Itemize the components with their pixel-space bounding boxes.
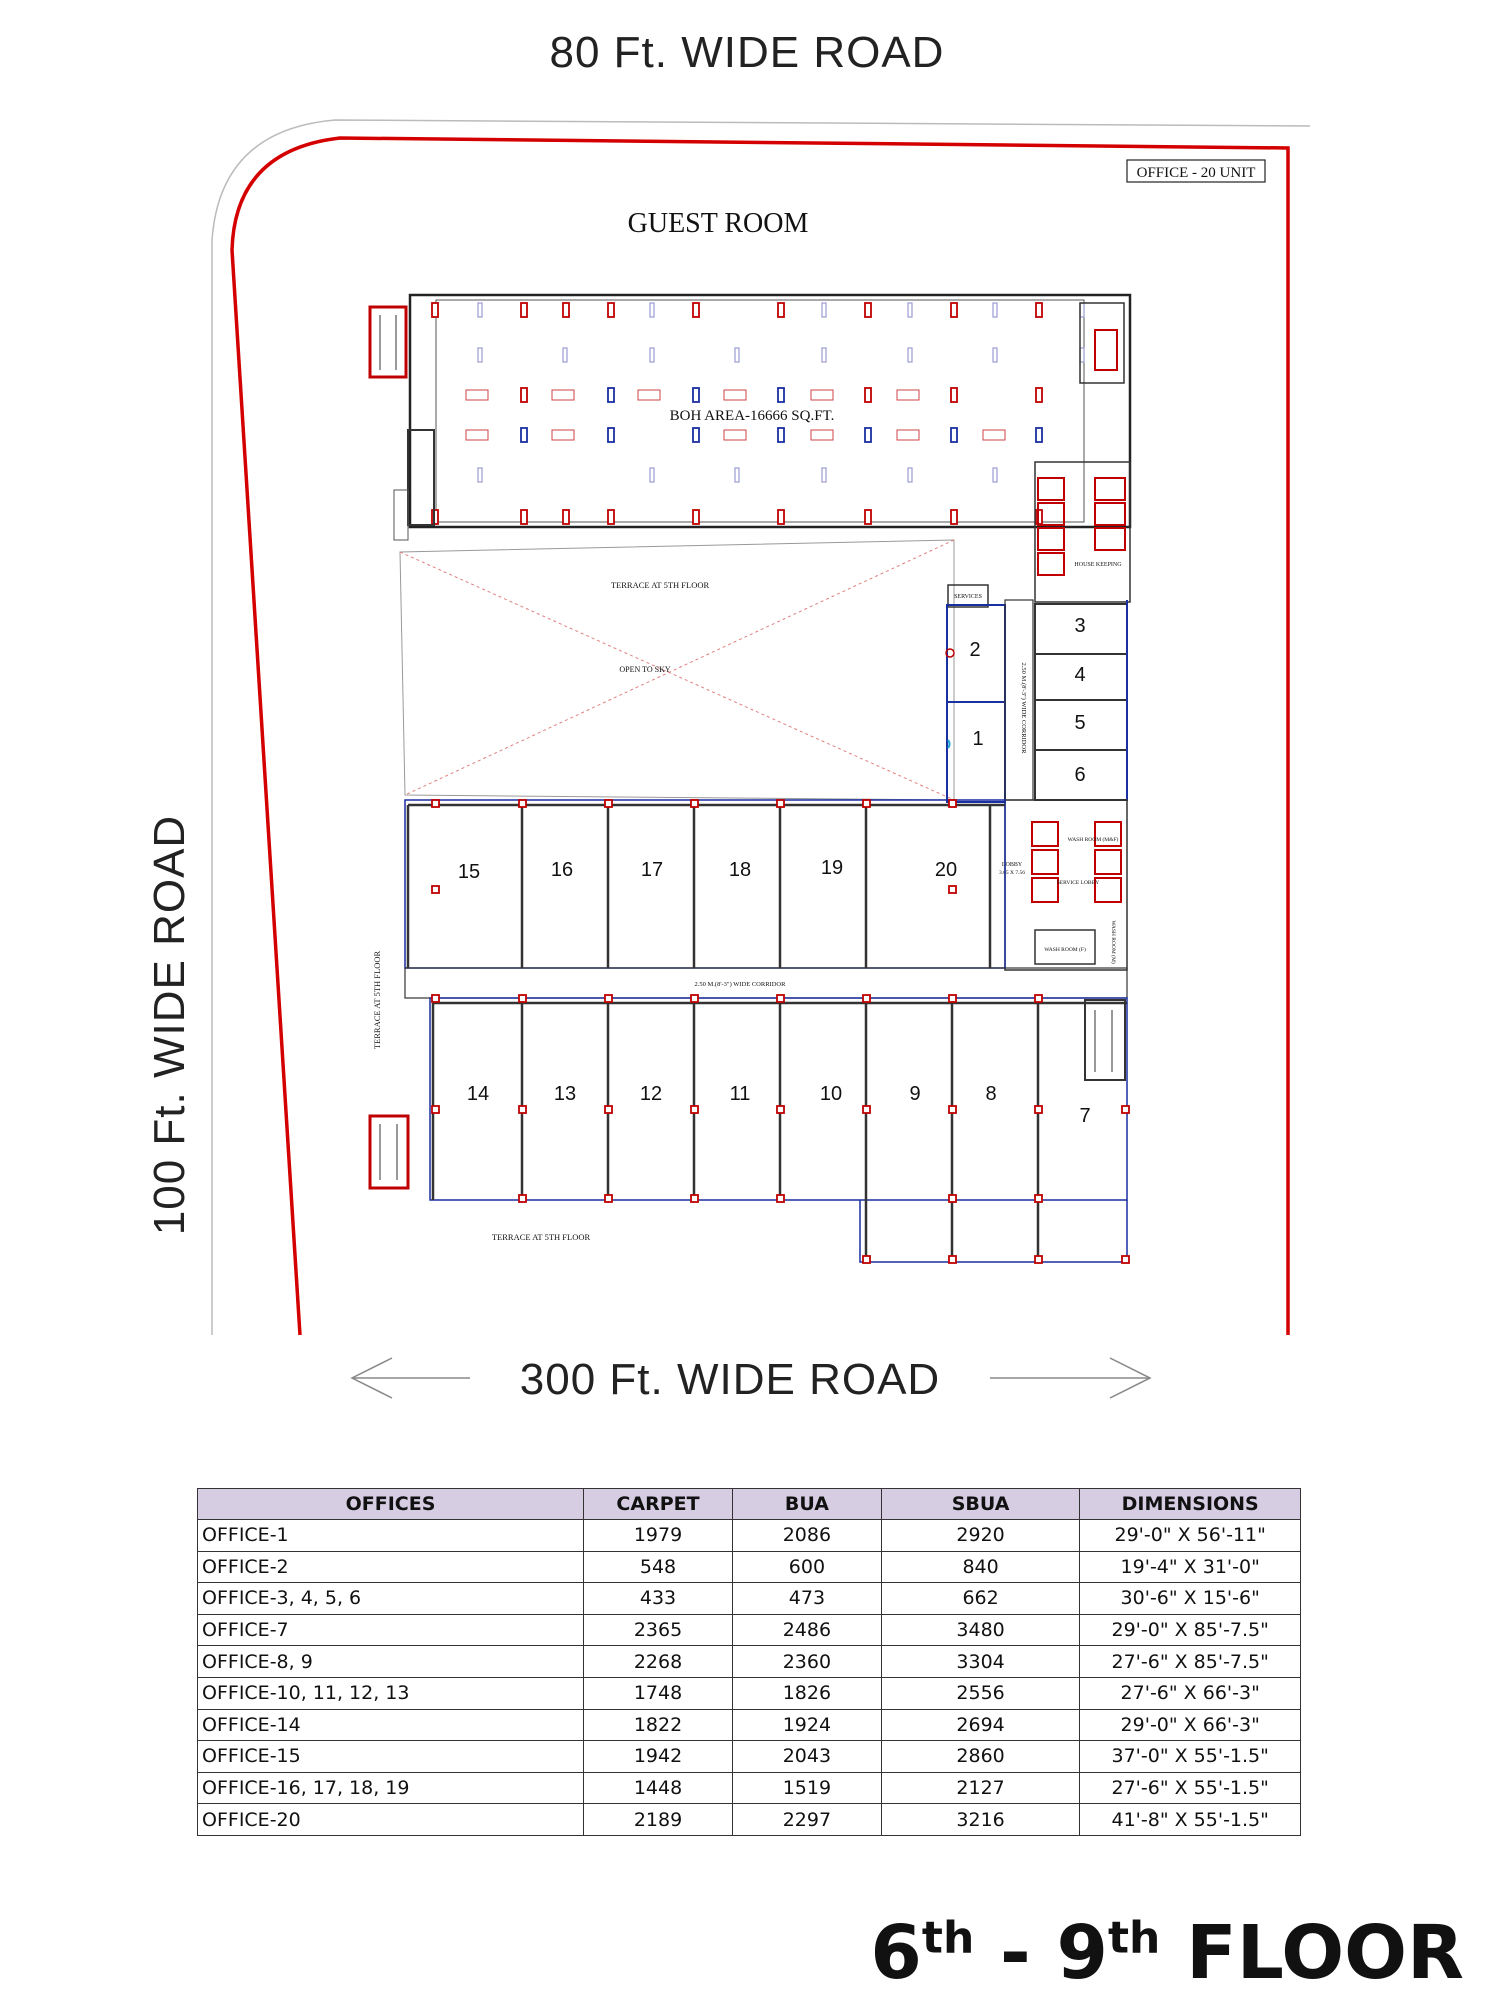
floor-second-sup: th — [1108, 1912, 1161, 1964]
floor-dash: - — [974, 1910, 1057, 1996]
unit-9: 9 — [909, 1083, 921, 1105]
unit-3: 3 — [1074, 615, 1086, 637]
dimensions-cell: 37'-0" X 55'-1.5" — [1080, 1741, 1301, 1773]
unit-13: 13 — [553, 1083, 577, 1105]
sbua-cell: 3480 — [881, 1614, 1080, 1646]
sbua-cell: 840 — [881, 1551, 1080, 1583]
table-row — [198, 1646, 1301, 1678]
office-1-room — [947, 702, 1005, 802]
header-bua: BUA — [732, 1489, 881, 1520]
bua-cell: 1924 — [732, 1709, 881, 1741]
dimensions-cell: 29'-0" X 85'-7.5" — [1080, 1614, 1301, 1646]
office-cell: OFFICE-7 — [198, 1614, 584, 1646]
bua-cell: 2297 — [732, 1804, 881, 1836]
table-row — [198, 1677, 1301, 1709]
unit-14: 14 — [466, 1083, 490, 1105]
unit-15: 15 — [457, 861, 481, 883]
unit-10: 10 — [819, 1083, 843, 1105]
office-cell: OFFICE-1 — [198, 1520, 584, 1552]
carpet-cell: 1448 — [584, 1772, 733, 1804]
wash-room-mf-label: WASH ROOM (M&F) — [1067, 837, 1119, 843]
open-to-sky-label: OPEN TO SKY — [619, 665, 671, 674]
table-row — [198, 1583, 1301, 1615]
vertical-corridor — [1005, 600, 1033, 800]
floor-first-sup: th — [921, 1912, 975, 1964]
table-row — [198, 1520, 1301, 1552]
sbua-cell: 662 — [881, 1583, 1080, 1615]
header-offices: OFFICES — [198, 1489, 584, 1520]
office-cell: OFFICE-8, 9 — [198, 1646, 584, 1678]
table-row — [198, 1551, 1301, 1583]
carpet-cell: 2365 — [584, 1614, 733, 1646]
dimensions-cell: 41'-8" X 55'-1.5" — [1080, 1804, 1301, 1836]
sbua-cell: 3304 — [881, 1646, 1080, 1678]
unit-7: 7 — [1079, 1105, 1091, 1127]
terrace-bottom-label: TERRACE AT 5TH FLOOR — [491, 1232, 591, 1242]
unit-8: 8 — [985, 1083, 997, 1105]
unit-5: 5 — [1074, 712, 1086, 734]
dimensions-cell: 19'-4" X 31'-0" — [1080, 1551, 1301, 1583]
carpet-cell: 1942 — [584, 1741, 733, 1773]
unit-1: 1 — [972, 728, 984, 750]
upper-office-walls — [408, 805, 1005, 968]
house-keeping-label: HOUSE KEEPING — [1074, 562, 1122, 568]
unit-16: 16 — [550, 859, 574, 881]
table-row — [198, 1614, 1301, 1646]
office-cell: OFFICE-2 — [198, 1551, 584, 1583]
floor-first-num: 6 — [870, 1910, 922, 1996]
unit-18: 18 — [728, 859, 752, 881]
corridor-h-label: 2.50 M.(8'-3") WIDE CORRIDOR — [694, 981, 786, 988]
unit-2: 2 — [969, 639, 981, 661]
table-row — [198, 1804, 1301, 1836]
bua-cell: 1519 — [732, 1772, 881, 1804]
dimensions-cell: 27'-6" X 55'-1.5" — [1080, 1772, 1301, 1804]
road-label-top: 80 Ft. WIDE ROAD — [549, 28, 945, 77]
bua-cell: 2360 — [732, 1646, 881, 1678]
dimensions-cell: 29'-0" X 66'-3" — [1080, 1709, 1301, 1741]
unit-19: 19 — [820, 857, 844, 879]
carpet-cell: 433 — [584, 1583, 733, 1615]
services-label: SERVICES — [954, 594, 982, 600]
dimensions-cell: 27'-6" X 85'-7.5" — [1080, 1646, 1301, 1678]
unit-20: 20 — [934, 859, 958, 881]
sbua-cell: 2694 — [881, 1709, 1080, 1741]
bua-cell: 2086 — [732, 1520, 881, 1552]
table-header-row — [198, 1489, 1301, 1520]
terrace-top-label: TERRACE AT 5TH FLOOR — [610, 580, 710, 590]
lobby-dim: 3.65 X 7.56 — [999, 870, 1025, 876]
unit-6: 6 — [1074, 764, 1086, 786]
sbua-cell: 3216 — [881, 1804, 1080, 1836]
carpet-cell: 1979 — [584, 1520, 733, 1552]
sbua-cell: 2920 — [881, 1520, 1080, 1552]
unit-12: 12 — [639, 1083, 663, 1105]
service-lobby-label: SERVICE LOBBY — [1056, 880, 1100, 886]
floor-title — [870, 1910, 1464, 1996]
terrace-left-label: TERRACE AT 5TH FLOOR — [372, 950, 382, 1050]
sbua-cell: 2127 — [881, 1772, 1080, 1804]
table-row — [198, 1741, 1301, 1773]
unit-17: 17 — [640, 859, 664, 881]
bua-cell: 2043 — [732, 1741, 881, 1773]
table-row — [198, 1709, 1301, 1741]
bua-cell: 473 — [732, 1583, 881, 1615]
dimensions-cell: 29'-0" X 56'-11" — [1080, 1520, 1301, 1552]
unit-11: 11 — [729, 1083, 751, 1105]
floor-second-num: 9 — [1056, 1910, 1109, 1996]
table-row — [198, 1772, 1301, 1804]
road-label-left: 100 Ft. WIDE ROAD — [145, 814, 194, 1236]
bua-cell: 1826 — [732, 1677, 881, 1709]
office-cell: OFFICE-3, 4, 5, 6 — [198, 1583, 584, 1615]
bua-cell: 600 — [732, 1551, 881, 1583]
road-label-bottom: 300 Ft. WIDE ROAD — [470, 1355, 990, 1405]
service-tower — [1035, 462, 1130, 602]
sbua-cell: 2556 — [881, 1677, 1080, 1709]
carpet-cell: 1748 — [584, 1677, 733, 1709]
corridor-v-label: 2.50 M.(8'-3") WIDE CORRIDOR — [1020, 662, 1027, 754]
boh-area-label: BOH AREA-16666 SQ.FT. — [669, 408, 835, 424]
wash-room-m-label: WASH ROOM (M) — [1110, 920, 1116, 964]
stair-left — [370, 1116, 408, 1188]
lobby-label: LOBBY — [1001, 862, 1023, 868]
dimensions-cell: 27'-6" X 66'-3" — [1080, 1677, 1301, 1709]
office-cell: OFFICE-15 — [198, 1741, 584, 1773]
carpet-cell: 2268 — [584, 1646, 733, 1678]
office-cell: OFFICE-10, 11, 12, 13 — [198, 1677, 584, 1709]
lower-office-row — [430, 998, 1127, 1200]
guest-room-label: GUEST ROOM — [627, 208, 809, 239]
bua-cell: 2486 — [732, 1614, 881, 1646]
area-table — [197, 1488, 1301, 1836]
carpet-cell: 548 — [584, 1551, 733, 1583]
header-dimensions: DIMENSIONS — [1080, 1489, 1301, 1520]
stair-right — [1085, 1000, 1125, 1080]
office-cell: OFFICE-16, 17, 18, 19 — [198, 1772, 584, 1804]
wash-room-f-label: WASH ROOM (F) — [1044, 947, 1086, 953]
carpet-cell: 1822 — [584, 1709, 733, 1741]
lower-office-walls — [433, 1003, 1127, 1258]
office-tag: OFFICE - 20 UNIT — [1136, 165, 1256, 181]
header-sbua: SBUA — [881, 1489, 1080, 1520]
header-carpet: CARPET — [584, 1489, 733, 1520]
stair-top-left — [370, 307, 406, 377]
upper-office-row — [405, 800, 1005, 968]
floor-word: FLOOR — [1160, 1910, 1464, 1996]
office-cell: OFFICE-20 — [198, 1804, 584, 1836]
carpet-cell: 2189 — [584, 1804, 733, 1836]
sbua-cell: 2860 — [881, 1741, 1080, 1773]
unit-4: 4 — [1074, 664, 1086, 686]
dimensions-cell: 30'-6" X 15'-6" — [1080, 1583, 1301, 1615]
office-cell: OFFICE-14 — [198, 1709, 584, 1741]
